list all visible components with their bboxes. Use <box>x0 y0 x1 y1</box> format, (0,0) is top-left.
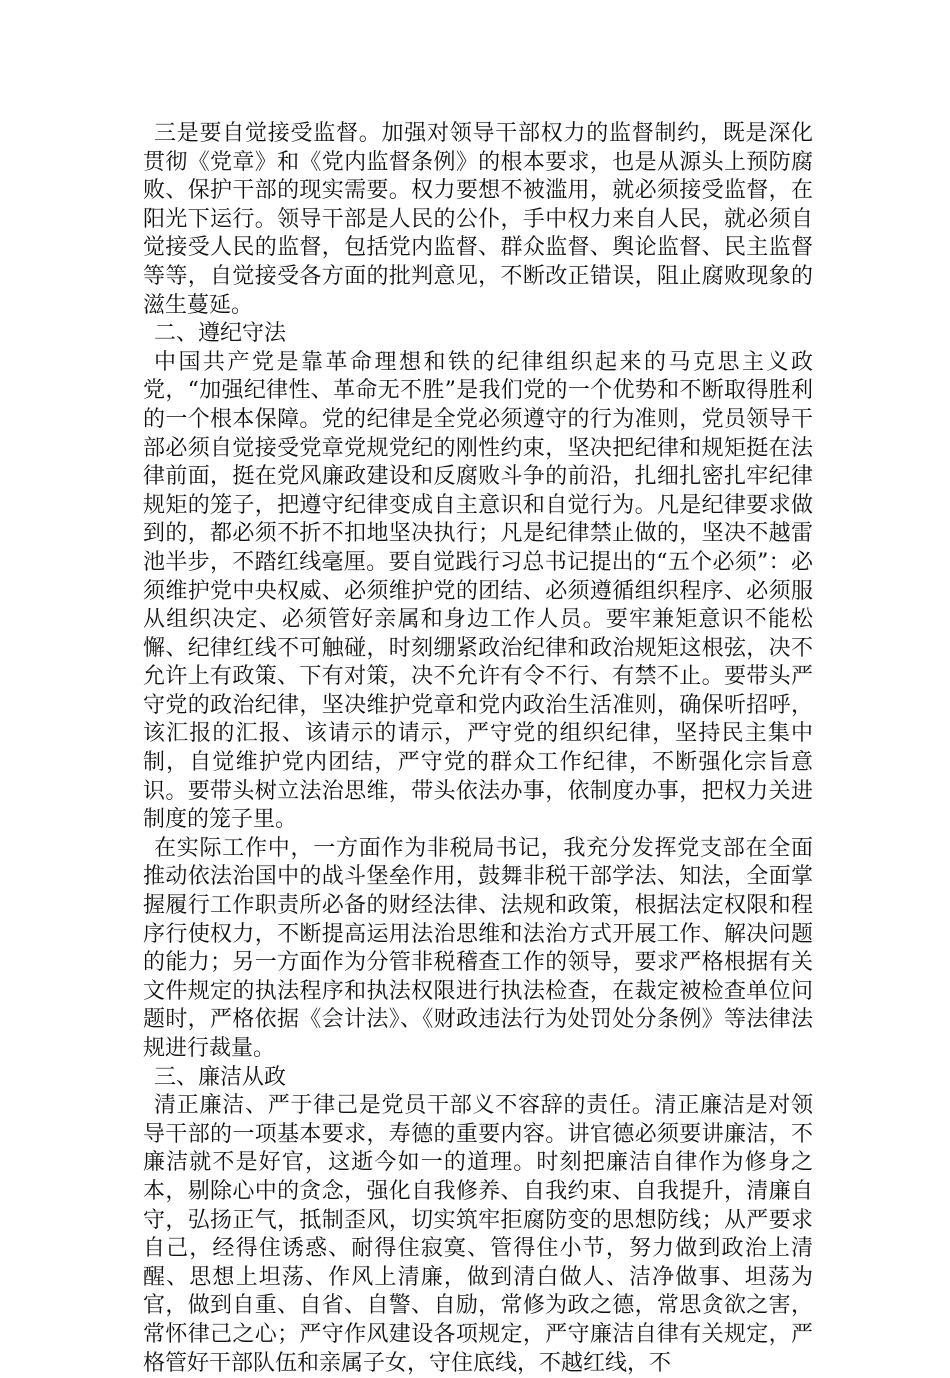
paragraph-integrity: 清正廉洁、严于律己是党员干部义不容辞的责任。清正廉洁是对领导干部的一项基本要求，寿德的重要内容。讲官德必须要讲廉洁，不廉洁就不是好官，这逝今如一的道理。时刻把廉洁自律作为修身之本，剔除心中的贪念，强化自我修养、自我约束、自我提升，清廉自守，弘扬正气，抵制歪风，切实筑牢拒腐防变的思想防线；从严要求自己，经得住诱惑、耐得住寂寞、管得住小节，努力做到政治上清醒、思想上坦荡、作风上清廉，做到清白做人、洁净做事、坦荡为官，做到自重、自省、自警、自励，常修为政之德，常思贪欲之害，常怀律己之心；严守作风建设各项规定，严守廉洁自律有关规定，严格管好干部队伍和亲属子女，守住底线，不越红线，不 <box>143 1093 813 1376</box>
section-heading-integrity: 三、廉洁从政 <box>154 1064 287 1090</box>
paragraph-supervision: 三是要自觉接受监督。加强对领导干部权力的监督制约，既是深化贯彻《党章》和《党内监督条例》的根本要求，也是从源头上预防腐败、保护干部的现实需要。权力要想不被滥用，就必须接受监督，在阳光下运行。领导干部是人民的公仆，手中权力来自人民，就必须自觉接受人民的监督，包括党内监督、群众监督、舆论监督、民主监督等等，自觉接受各方面的批判意见，不断改正错误，阻止腐败现象的滋生蔓延。 <box>143 121 813 318</box>
paragraph-practice: 在实际工作中，一方面作为非税局书记，我充分发挥党支部在全面推动依法治国中的战斗堡垒作用，鼓舞非税干部学法、知法，全面掌握履行工作职责所必备的财经法律、法规和政策，根据法定权限和程序行使权力，不断提高运用法治思维和法治方式开展工作、解决问题的能力；另一方面作为分管非税稽查工作的领导，要求严格根据有关文件规定的执法程序和执法权限进行执法检查，在裁定被检查单位问题时，严格依据《会计法》、《财政违法行为处罚处分条例》等法律法规进行裁量。 <box>143 835 813 1061</box>
paragraph-discipline: 中国共产党是靠革命理想和铁的纪律组织起来的马克思主义政党，“加强纪律性、革命无不胜”是我们党的一个优势和不断取得胜利的一个根本保障。党的纪律是全党必须遵守的行为准则，党员领导干部必须自觉接受党章党规党纪的刚性约束，坚决把纪律和规矩挺在法律前面，挺在党风廉政建设和反腐败斗争的前沿，扎细扎密扎牢纪律规矩的笼子，把遵守纪律变成自主意识和自觉行为。凡是纪律要求做到的，都必须不折不扣地坚决执行；凡是纪律禁止做的，坚决不越雷池半步，不踏红线毫厘。要自觉践行习总书记提出的“五个必须”：必须维护党中央权威、必须维护党的团结、必须遵循组织程序、必须服从组织决定、必须管好亲属和身边工作人员。要牢兼矩意识不能松懈、纪律红线不可触碰，时刻绷紧政治纪律和政治规矩这根弦，决不允许上有政策、下有对策，决不允许有令不行、有禁不止。要带头严守党的政治纪律，坚决维护党章和党内政治生活准则，确保听招呼，该汇报的汇报、该请示的请示，严守党的组织纪律，坚持民主集中制，自觉维护党内团结，严守党的群众工作纪律，不断强化宗旨意识。要带头树立法治思维，带头依法办事，依制度办事，把权力关进制度的笼子里。 <box>143 349 813 833</box>
document-body <box>143 120 813 1378</box>
section-heading-discipline: 二、遵纪守法 <box>154 321 287 347</box>
